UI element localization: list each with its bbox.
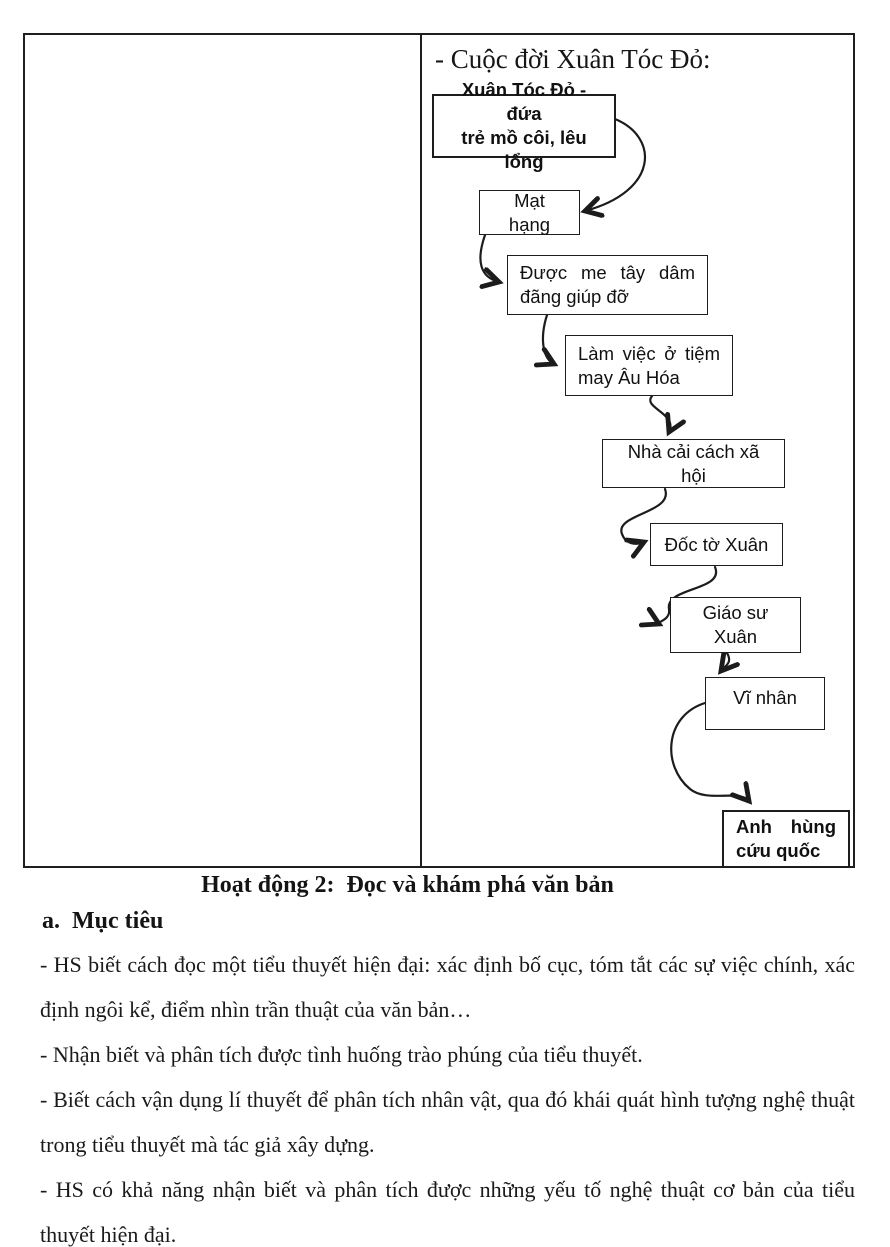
box-label-line: Nhà cải cách xã hội (627, 440, 760, 486)
arrow-4-to-nha-cai-cach (650, 396, 670, 432)
flowchart-box-me-tay (507, 255, 708, 315)
paragraph: - HS có khả năng nhận biết và phân tích được những yếu tố nghệ thuật cơ bản của tiểu thuyết hiện đại. (40, 1177, 855, 1247)
box-label-line: Làm việc ở tiệm (578, 342, 720, 364)
paragraph: - HS biết cách đọc một tiểu thuyết hiện đại: xác định bố cục, tóm tắt các sự việc chính, xác định ngôi kể, điểm nhìn trần thuật của văn bản… (40, 952, 855, 1022)
paragraph: - Nhận biết và phân tích được tình huống trào phúng của tiểu thuyết. (40, 1042, 643, 1067)
box-label-line: Đốc tờ Xuân (664, 533, 769, 555)
objective-subheading: a. Mục tiêu (42, 908, 164, 934)
box-label-line: Vĩ nhân (733, 687, 797, 708)
box-label-line: đãng giúp đỡ (520, 286, 629, 307)
objective-paragraphs (40, 942, 855, 1247)
box-label-line: Xuân Tóc Đỏ - đứa (461, 79, 587, 124)
arrow-2-to-me-tay (480, 235, 499, 282)
flowchart-caption: - Cuộc đời Xuân Tóc Đỏ: (435, 44, 711, 74)
activity-heading: Hoạt động 2: Đọc và khám phá văn bản (201, 872, 614, 898)
flowchart-box-doc-to-xuan (650, 523, 783, 566)
flowchart-box-anh-hung (722, 810, 850, 868)
box-label-line: Mạt hạng (508, 189, 551, 235)
box-label-line: Anh hùng (736, 816, 836, 837)
lesson-plan-table (23, 33, 855, 868)
box-label-line: Giáo sư Xuân (702, 602, 769, 647)
flowchart-box-mat-hang (479, 190, 580, 235)
flowchart-box-xuan-toc-do (432, 79, 616, 172)
table-left-cell (25, 35, 420, 866)
flowchart-box-nha-cai-cach (602, 439, 785, 488)
arrow-7-to-vi-nhan (721, 653, 729, 671)
arrow-3-to-tiem-may (543, 315, 554, 364)
flowchart-box-vi-nhan (705, 677, 825, 730)
flowchart-box-giao-su-xuan (670, 597, 801, 653)
paragraph: - Biết cách vận dụng lí thuyết để phân tích nhân vật, qua đó khái quát hình tượng nghệ thuật trong tiểu thuyết mà tác giả xây dựng. (40, 1087, 855, 1157)
flowchart-box-tiem-may (565, 335, 733, 396)
box-label-line: Được me tây dâm (520, 262, 695, 283)
box-label-line: may Âu Hóa (578, 366, 680, 388)
box-label-line: cứu quốc (736, 840, 821, 861)
box-label-line: trẻ mồ côi, lêu lổng (461, 127, 587, 172)
table-column-divider (420, 35, 422, 866)
